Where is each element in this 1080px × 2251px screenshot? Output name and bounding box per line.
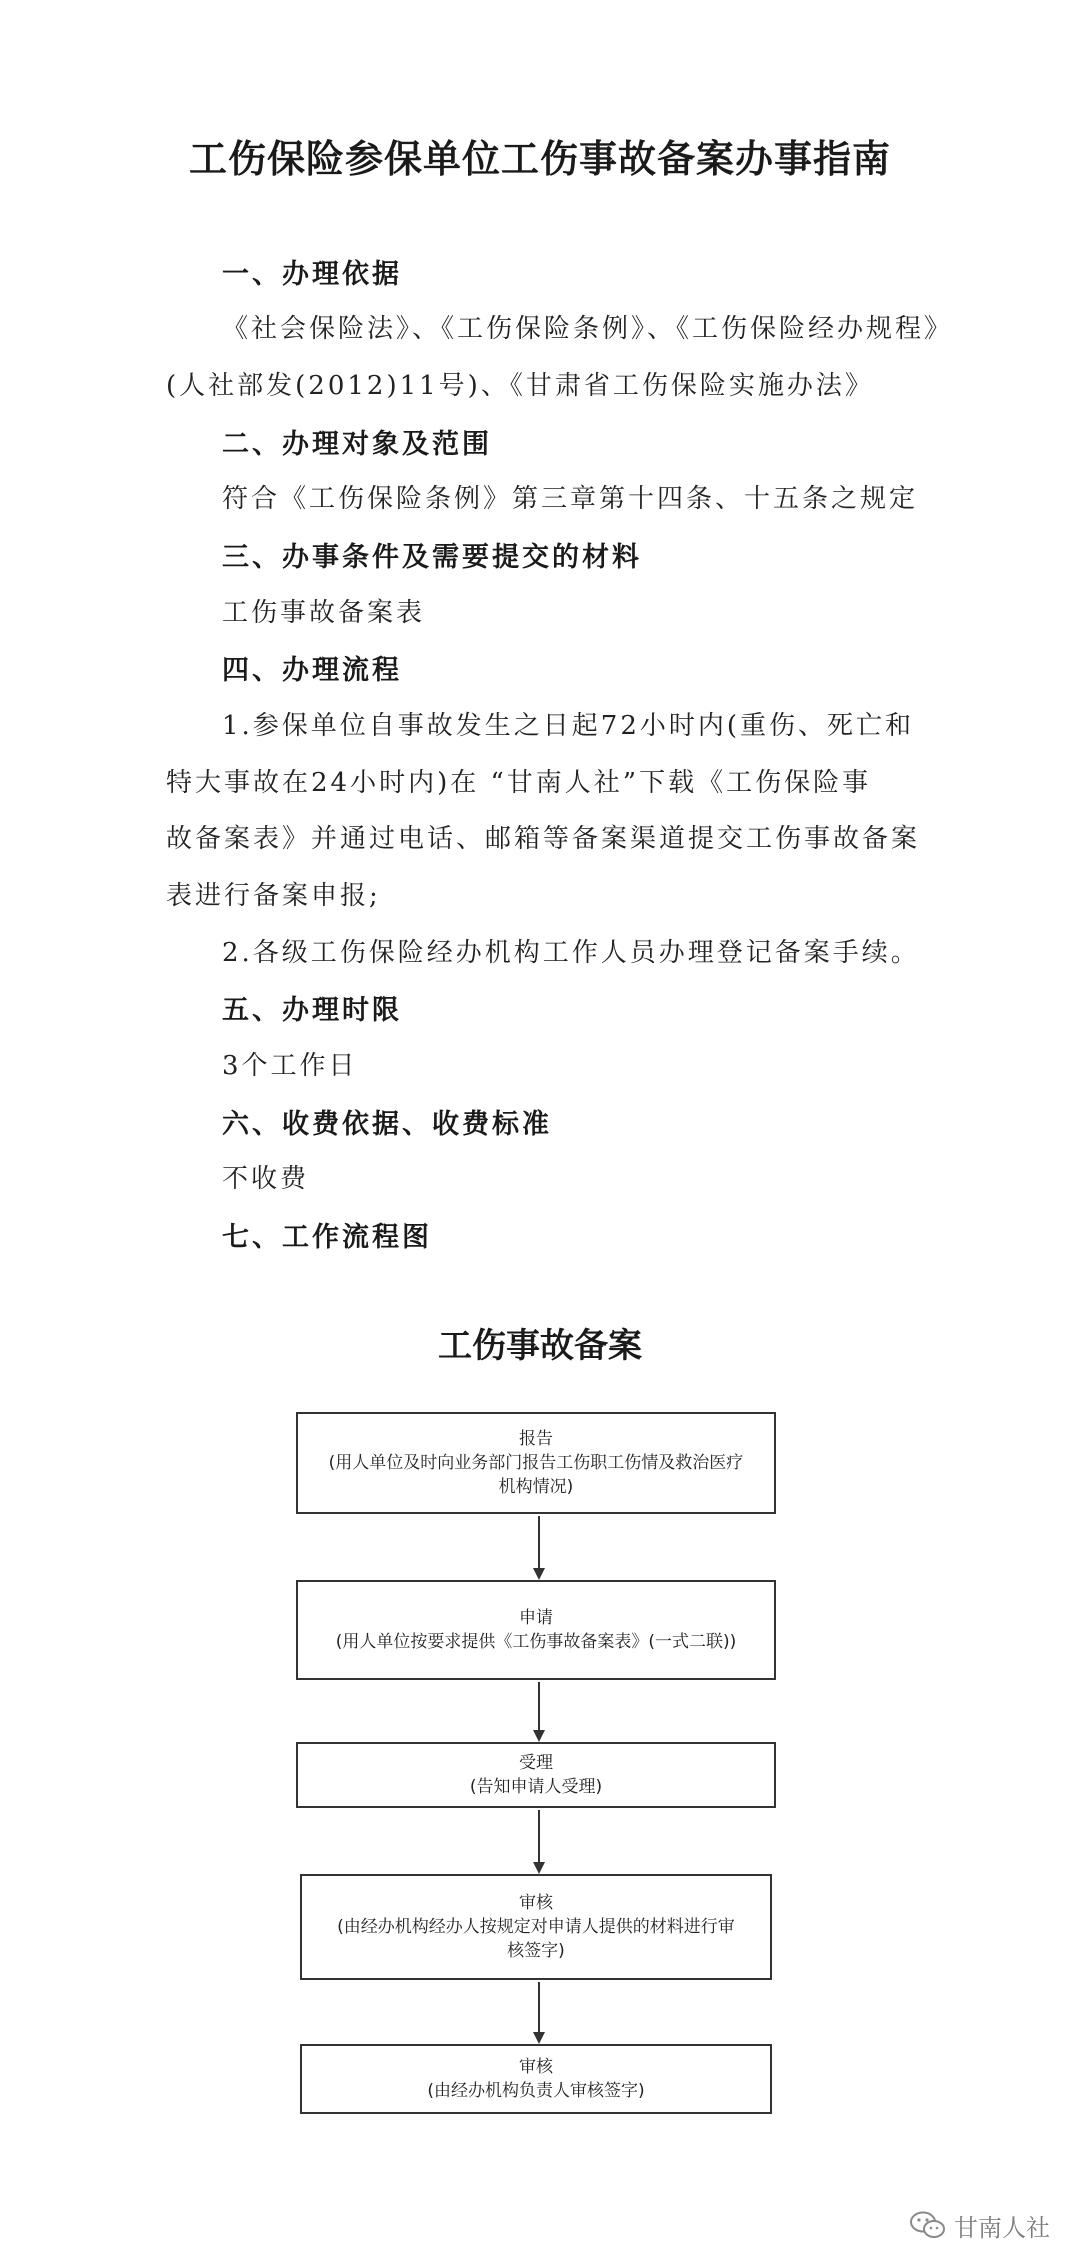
section-text: 表进行备案申报; xyxy=(166,881,381,911)
watermark xyxy=(910,2208,1050,2243)
section-heading-process: 四、办理流程 xyxy=(222,655,402,686)
flow-step-title: 审核 xyxy=(519,2057,553,2077)
section-heading-time-limit: 五、办理时限 xyxy=(222,995,402,1026)
section-text: 特大事故在24小时内)在 “甘南人社”下载《工伤保险事 xyxy=(166,768,872,798)
flow-step-title: 申请 xyxy=(519,1608,553,1628)
section-text: 故备案表》并通过电话、邮箱等备案渠道提交工伤事故备案 xyxy=(166,824,921,854)
section-text: 工伤事故备案表 xyxy=(222,598,426,628)
section-text: 符合《工伤保险条例》第三章第十四条、十五条之规定 xyxy=(222,484,919,514)
section-text: (人社部发(2012)11号)、《甘肃省工伤保险实施办法》 xyxy=(166,371,874,401)
flow-step-review-head xyxy=(300,2044,772,2114)
section-heading-flowchart: 七、工作流程图 xyxy=(222,1222,432,1253)
section-text: 2.各级工伤保险经办机构工作人员办理登记备案手续。 xyxy=(222,938,920,968)
section-heading-scope: 二、办理对象及范围 xyxy=(222,429,492,460)
wechat-icon xyxy=(910,2211,946,2241)
flow-step-text: (告知申请人受理) xyxy=(469,1777,603,1797)
flow-step-review-agent xyxy=(300,1874,772,1980)
flow-arrow xyxy=(538,1982,540,2042)
section-text: 不收费 xyxy=(222,1164,310,1194)
flow-step-title: 审核 xyxy=(519,1893,553,1913)
flow-step-apply xyxy=(296,1580,776,1680)
flow-step-text: (由经办机构经办人按规定对申请人提供的材料进行审 xyxy=(337,1917,735,1937)
flowchart-title: 工伤事故备案 xyxy=(438,1326,642,1366)
section-heading-basis: 一、办理依据 xyxy=(222,259,402,290)
section-text: 《社会保险法》、《工伤保险条例》、《工伤保险经办规程》 xyxy=(222,314,954,344)
flow-arrow xyxy=(538,1682,540,1740)
flow-step-text: (由经办机构负责人审核签字) xyxy=(427,2081,645,2101)
flow-step-accept xyxy=(296,1742,776,1808)
document-title: 工伤保险参保单位工伤事故备案办事指南 xyxy=(188,137,891,181)
flow-step-title: 受理 xyxy=(519,1753,553,1773)
flow-step-text: 核签字) xyxy=(507,1941,565,1961)
flow-step-text: (用人单位按要求提供《工伤事故备案表》(一式二联)) xyxy=(335,1632,737,1652)
watermark-text: 甘南人社 xyxy=(954,2214,1050,2242)
flow-arrow xyxy=(538,1516,540,1578)
section-heading-materials: 三、办事条件及需要提交的材料 xyxy=(222,542,642,573)
section-text: 3个工作日 xyxy=(222,1051,358,1081)
section-text: 1.参保单位自事故发生之日起72小时内(重伤、死亡和 xyxy=(222,711,915,741)
flow-step-text: 机构情况) xyxy=(498,1477,574,1497)
flow-step-report xyxy=(296,1412,776,1514)
flow-arrow xyxy=(538,1810,540,1872)
section-heading-fees: 六、收费依据、收费标准 xyxy=(222,1109,552,1140)
flow-step-title: 报告 xyxy=(519,1429,553,1449)
flow-step-text: (用人单位及时向业务部门报告工伤职工伤情及救治医疗 xyxy=(328,1453,744,1473)
